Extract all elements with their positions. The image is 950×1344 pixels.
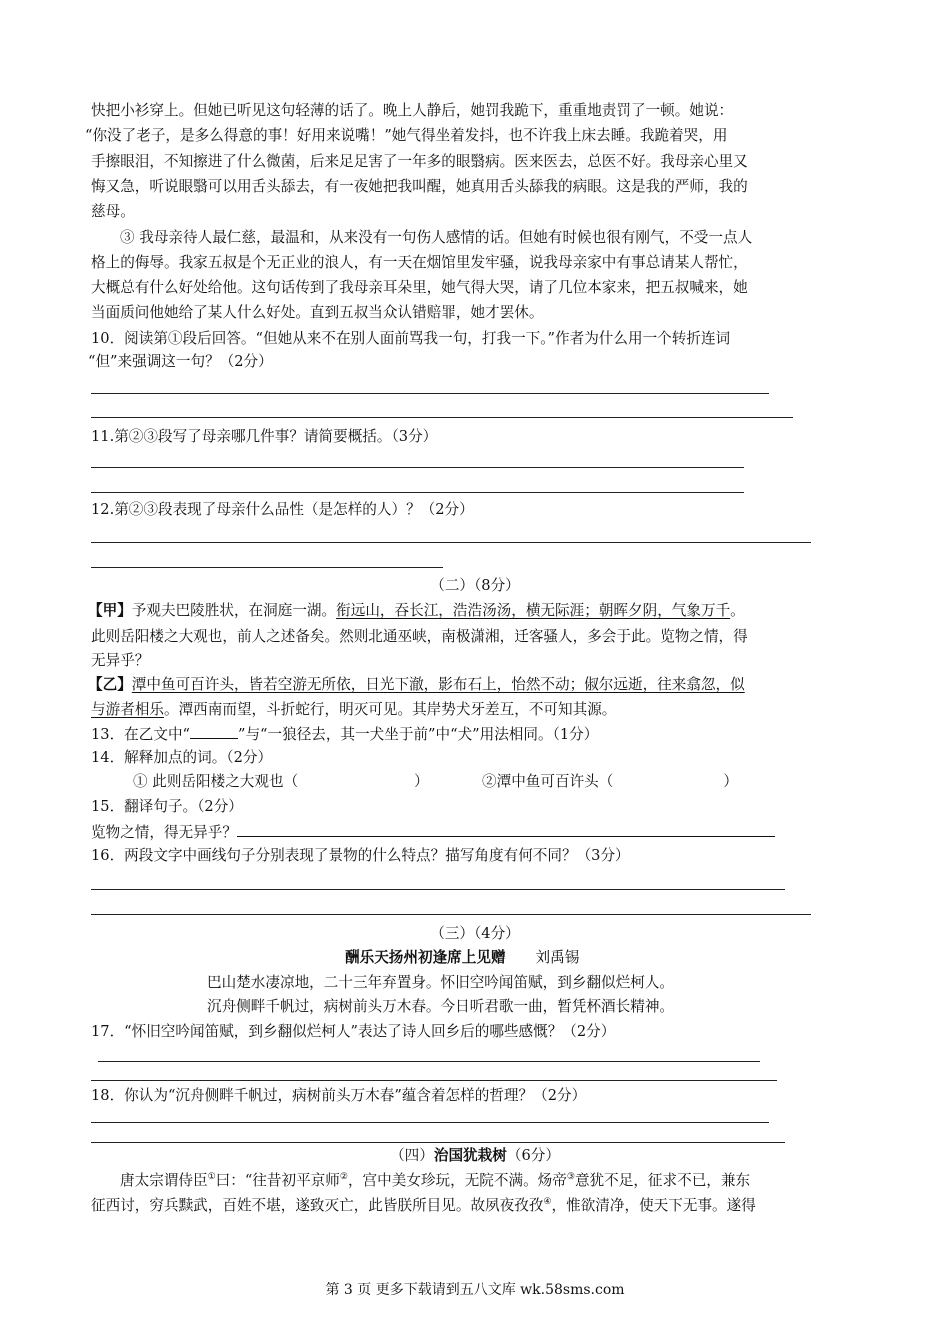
passage-jia-line-2: 此则岳阳楼之大观也，前人之述备矣。然则北通巫峡，南极潇湘，迁客骚人，多会于此。览物之情，得 [91, 628, 748, 645]
passage-line: 手擦眼泪，不知擦进了什么微菌，后来足足害了一年多的眼翳病。医来医去，总医不好。我母亲心里又 [91, 153, 748, 170]
question-15-sentence [91, 822, 775, 843]
note-3: ③ [566, 1172, 575, 1183]
q14-2-close: ） [723, 773, 738, 790]
passage-line: 当面质问他她给了某人什么好处。直到五叔当众认错赔罪，她才罢休。 [91, 304, 544, 321]
passage-line: 慈母。 [91, 203, 135, 220]
question-10-cont: “但”来强调这一句？（2分） [88, 353, 273, 370]
answer-line[interactable] [91, 393, 769, 394]
section-3-heading: （三）（4分） [430, 925, 520, 942]
q14-1-close: ） [414, 773, 429, 790]
jia-label: 【甲】 [88, 602, 132, 619]
answer-line[interactable] [91, 914, 811, 915]
passage-line: 悔又急，听说眼翳可以用舌头舔去，有一夜她把我叫醒，她真用舌头舔我的病眼。这是我的严师，我的 [91, 178, 748, 195]
question-12: 12.第②③段表现了母亲什么品性（是怎样的人）？（2分） [91, 501, 474, 518]
question-15: 15．翻译句子。（2分） [91, 798, 243, 815]
note-1: ① [207, 1172, 216, 1183]
q14-1-text: ① 此则岳阳楼之大观也（ [133, 773, 299, 790]
question-18: 18．你认为“沉舟侧畔千帆过，病树前头万木春”蕴含着怎样的哲理？（2分） [91, 1087, 587, 1104]
passage-line: “你没了老子，是多么得意的事！好用来说嘴！”她气得坐着发抖，也不许我上床去睡。我跪着哭，用 [85, 127, 728, 144]
section-4-heading [0, 1146, 950, 1166]
passage-line: 快把小衫穿上。但她已听见这句轻薄的话了。晚上人静后，她罚我跪下，重重地责罚了一顿。她说： [91, 102, 734, 119]
poem-line-1: 巴山楚水凄凉地，二十三年弃置身。怀旧空吟闻笛赋，到乡翻似烂柯人。 [207, 974, 675, 991]
passage-paragraph-3: ③ 我母亲待人最仁慈，最温和，从来没有一句伤人感情的话。但她有时候也很有刚气，不受一点人 [120, 229, 753, 246]
answer-line[interactable] [91, 417, 793, 418]
yi-underlined-sentence: 潭中鱼可百许头，皆若空游无所依，日光下澈，影布石上，怡然不动；俶尔远逝，往来翕忽，似 [131, 676, 745, 693]
yi-text: 。潭西南而望，斗折蛇行，明灭可见。其岸势犬牙差互，不可知其源。 [163, 701, 617, 718]
section-4-title: 治国犹栽树 [433, 1147, 507, 1164]
q13-text-b: ”与“一狼径去，其一犬坐于前”中“犬”用法相同。（1分） [238, 726, 599, 743]
q15-answer-line[interactable] [237, 822, 775, 837]
poem-title: 酬乐天扬州初逢席上见赠 [345, 949, 506, 966]
q14-2-text: ②潭中鱼可百许头（ [482, 773, 614, 790]
passage-jia-line-1 [88, 601, 745, 621]
answer-line[interactable] [91, 567, 443, 568]
question-14-2 [482, 772, 738, 792]
passage-4-line-1 [120, 1171, 750, 1191]
passage-4-line-2 [91, 1196, 756, 1216]
passage-yi-line-2 [91, 700, 616, 720]
q15-sentence-text: 览物之情，得无异乎？ [91, 824, 237, 841]
text: 征西讨，穷兵黩武，百姓不堪，遂致灭亡，此皆朕所目见。故夙夜孜孜 [91, 1197, 544, 1214]
question-14: 14．解释加点的词。（2分） [91, 749, 273, 766]
text: 唐太宗谓侍臣 [120, 1172, 208, 1189]
poem-title-line [345, 948, 579, 968]
answer-line[interactable] [91, 1122, 769, 1123]
question-10: 10．阅读第①段后回答。“但她从来不在别人面前骂我一句，打我一下。”作者为什么用一个转折连词 [91, 330, 731, 347]
poem-author: 刘禹锡 [535, 949, 580, 966]
yi-underlined-end: 与游者相乐 [91, 701, 164, 718]
text: 意犹不足，征求不已，兼东 [574, 1172, 751, 1189]
passage-jia-line-3: 无异乎？ [91, 652, 150, 669]
jia-text: 予观夫巴陵胜状，在洞庭一湖。 [131, 602, 337, 619]
q13-blank[interactable] [190, 724, 238, 739]
section-2-heading: （二）（8分） [430, 577, 520, 594]
passage-line: 大概总有什么好处给他。这句话传到了我母亲耳朵里，她气得大哭，请了几位本家来，把五叔喊来，她 [91, 279, 748, 296]
question-13 [91, 724, 598, 745]
q13-text-a: 13．在乙文中“ [91, 726, 190, 743]
answer-line[interactable] [91, 1080, 777, 1081]
poem-line-2: 沉舟侧畔千帆过，病树前头万木春。今日听君歌一曲，暂凭杯酒长精神。 [207, 998, 675, 1015]
answer-line[interactable] [91, 467, 744, 468]
passage-yi-line-1 [88, 675, 745, 695]
answer-line[interactable] [91, 889, 785, 890]
section-4-score: （6分） [506, 1147, 560, 1164]
jia-punct: 。 [730, 602, 745, 619]
answer-line[interactable] [98, 1061, 760, 1062]
question-14-1 [133, 772, 429, 792]
answer-line[interactable] [91, 542, 811, 543]
note-2: ② [339, 1172, 348, 1183]
text: ，宫中美女珍玩，无院不满。炀帝 [347, 1172, 567, 1189]
question-17: 17．“怀旧空吟闻笛赋，到乡翻似烂柯人”表达了诗人回乡后的哪些感慨？（2分） [91, 1023, 616, 1040]
text: 曰：“往昔初平京师 [215, 1172, 340, 1189]
note-4: ④ [543, 1197, 552, 1208]
answer-line[interactable] [91, 1142, 785, 1143]
passage-line: 格上的侮辱。我家五叔是个无正业的浪人，有一天在烟馆里发牢骚，说我母亲家中有事总请某人帮忙， [91, 254, 748, 271]
section-4-label: （四） [390, 1147, 434, 1164]
text: ，惟欲清净，使天下无事。遂得 [551, 1197, 756, 1214]
question-16: 16．两段文字中画线句子分别表现了景物的什么特点？描写角度有何不同？（3分） [91, 847, 630, 864]
yi-label: 【乙】 [88, 676, 132, 693]
question-11: 11.第②③段写了母亲哪几件事？请简要概括。（3分） [91, 428, 438, 445]
answer-line[interactable] [91, 492, 744, 493]
jia-underlined-sentence: 衔远山，吞长江，浩浩汤汤，横无际涯；朝晖夕阴，气象万千 [336, 602, 731, 619]
page-footer: 第 3 页 更多下载请到五八文库 wk.58sms.com [325, 1282, 625, 1298]
